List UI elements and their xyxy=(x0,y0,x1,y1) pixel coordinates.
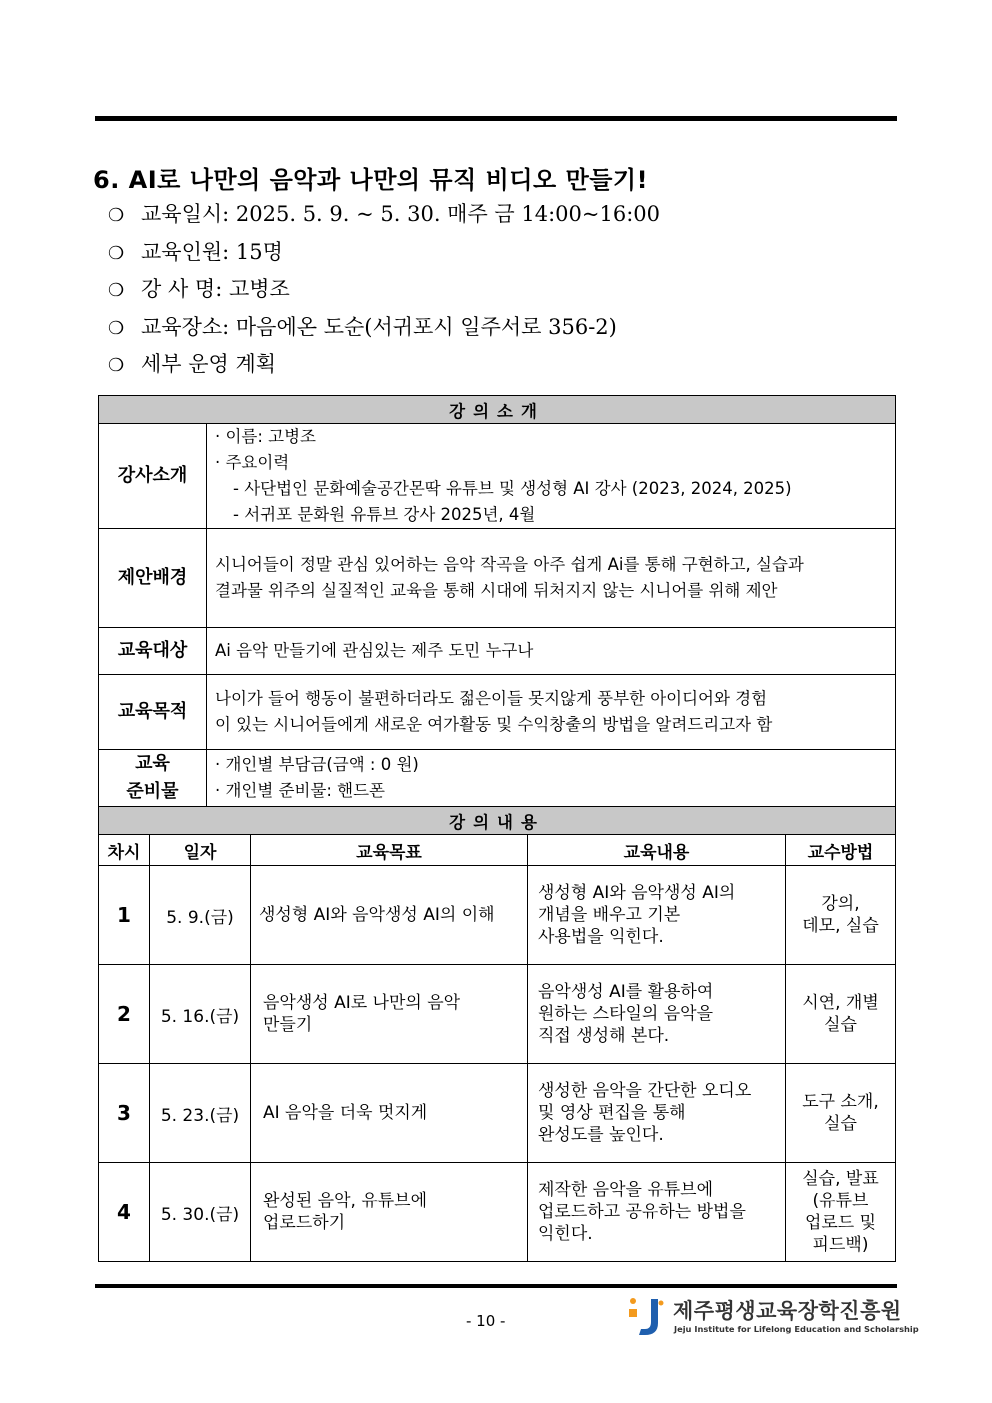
background-value: 시니어들이 정말 관심 있어하는 음악 작곡을 아주 쉽게 Ai를 통해 구현하고, 실습과 결과물 위주의 실질적인 교육을 통해 시대에 뒤처지지 않는 시니어를 위해 제안 xyxy=(207,529,896,628)
lecture-plan-table xyxy=(98,395,896,1262)
session-method: 실습, 발표 (유튜브 업로드 및 피드백) xyxy=(786,1163,896,1262)
intro-section-header: 강의소개 xyxy=(99,396,896,424)
session-content: 생성한 음악을 간단한 오디오 및 영상 편집을 통해 완성도를 높인다. xyxy=(528,1064,786,1163)
column-header: 교육목표 xyxy=(251,835,528,866)
session-date: 5. 16.(금) xyxy=(150,965,251,1064)
purpose-value: 나이가 들어 행동이 불편하더라도 젊은이들 못지않게 풍부한 아이디어와 경험 이 있는 시니어들에게 새로운 여가활동 및 수익창출의 방법을 알려드리고자 함 xyxy=(207,675,896,750)
session-goal: 음악생성 AI로 나만의 음악 만들기 xyxy=(251,965,528,1064)
content-column-header-row xyxy=(99,835,896,866)
session-content: 생성형 AI와 음악생성 AI의 개념을 배우고 기본 사용법을 익힌다. xyxy=(528,866,786,965)
session-number: 1 xyxy=(99,866,150,965)
circle-bullet-icon: ❍ xyxy=(108,205,125,226)
org-logo xyxy=(625,1295,919,1340)
session-goal: AI 음악을 더욱 멋지게 xyxy=(251,1064,528,1163)
session-content: 음악생성 AI를 활용하여 원하는 스타일의 음악을 직접 생성해 본다. xyxy=(528,965,786,1064)
column-header: 교수방법 xyxy=(786,835,896,866)
background-label: 제안배경 xyxy=(99,529,207,628)
bullet-item: ❍ 교육인원: 15명 xyxy=(108,237,660,275)
instructor-label: 강사소개 xyxy=(99,424,207,529)
session-goal: 생성형 AI와 음악생성 AI의 이해 xyxy=(251,866,528,965)
session-goal: 완성된 음악, 유튜브에 업로드하기 xyxy=(251,1163,528,1262)
info-bullet-list xyxy=(108,199,660,387)
materials-value: · 개인별 부담금(금액 : 0 원) · 개인별 준비물: 핸드폰 xyxy=(207,750,896,807)
session-date: 5. 9.(금) xyxy=(150,866,251,965)
table-row xyxy=(99,1064,896,1163)
column-header: 차시 xyxy=(99,835,150,866)
top-rule xyxy=(95,116,897,121)
org-name-english: Jeju Institute for Lifelong Education and Scholarship xyxy=(674,1324,919,1334)
bullet-item: ❍ 강 사 명: 고병조 xyxy=(108,274,660,312)
circle-bullet-icon: ❍ xyxy=(108,355,125,376)
circle-bullet-icon: ❍ xyxy=(108,280,125,301)
circle-bullet-icon: ❍ xyxy=(108,317,125,339)
section-title: 6. AI로 나만의 음악과 나만의 뮤직 비디오 만들기! xyxy=(93,166,649,194)
session-number: 3 xyxy=(99,1064,150,1163)
column-header: 일자 xyxy=(150,835,251,866)
page-number: - 10 - xyxy=(466,1312,506,1330)
session-method: 도구 소개, 실습 xyxy=(786,1064,896,1163)
target-label: 교육대상 xyxy=(99,628,207,675)
table-row xyxy=(99,1163,896,1262)
bullet-item: ❍ 교육일시: 2025. 5. 9. ~ 5. 30. 매주 금 14:00~16:00 xyxy=(108,199,660,237)
session-date: 5. 30.(금) xyxy=(150,1163,251,1262)
session-number: 4 xyxy=(99,1163,150,1262)
content-section-header: 강의내용 xyxy=(99,807,896,835)
instructor-value: · 이름: 고병조 · 주요이력 - 사단법인 문화예술공간몬딱 유튜브 및 생성형 AI 강사 (2023, 2024, 2025) - 서귀포 문화원 유튜브 강사 2025년, 4월 xyxy=(207,424,896,529)
session-number: 2 xyxy=(99,965,150,1064)
bottom-rule xyxy=(95,1284,897,1288)
column-header: 교육내용 xyxy=(528,835,786,866)
session-date: 5. 23.(금) xyxy=(150,1064,251,1163)
bullet-item: ❍ 세부 운영 계획 xyxy=(108,349,660,387)
org-name: 제주평생교육장학진흥원 xyxy=(673,1299,902,1323)
org-emblem-icon xyxy=(625,1295,669,1339)
materials-label: 교육 준비물 xyxy=(99,750,207,807)
table-row xyxy=(99,866,896,965)
bullet-item: ❍ 교육장소: 마음에온 도순(서귀포시 일주서로 356-2) xyxy=(108,312,660,350)
table-row xyxy=(99,965,896,1064)
purpose-label: 교육목적 xyxy=(99,675,207,750)
session-method: 시연, 개별 실습 xyxy=(786,965,896,1064)
target-value: Ai 음악 만들기에 관심있는 제주 도민 누구나 xyxy=(207,628,896,675)
session-content: 제작한 음악을 유튜브에 업로드하고 공유하는 방법을 익힌다. xyxy=(528,1163,786,1262)
session-method: 강의, 데모, 실습 xyxy=(786,866,896,965)
circle-bullet-icon: ❍ xyxy=(108,242,125,264)
